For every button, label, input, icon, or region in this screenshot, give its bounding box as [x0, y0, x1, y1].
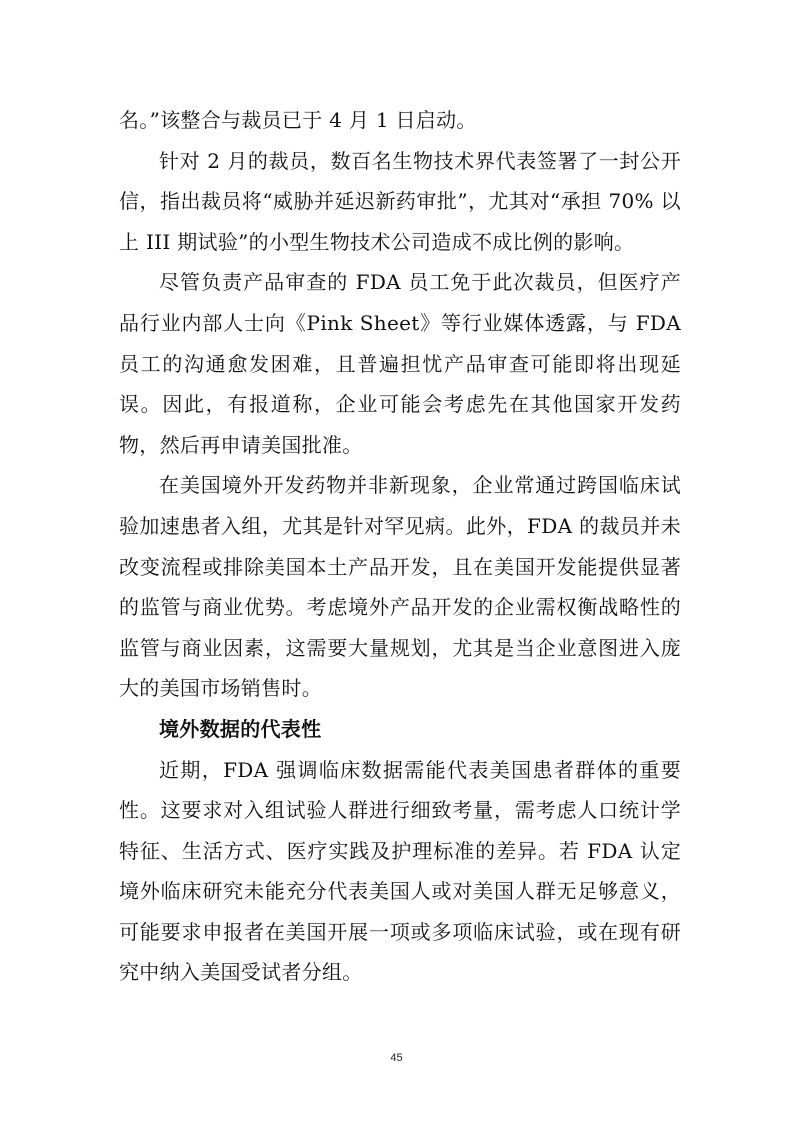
paragraph-representativeness: 近期，FDA 强调临床数据需能代表美国患者群体的重要性。这要求对入组试验人群进行细致考量，需考虑人口统计学特征、生活方式、医疗实践及护理标准的差异。若 FDA 认定境外临床研究未能充分代表美国人或对美国人群无足够意义，可能要求申报者在美国开展一项或多项临床试验，或在现有研究中纳入美国受试者分组。 [119, 757, 681, 985]
section-heading: 境外数据的代表性 [159, 716, 322, 741]
paragraph-review-delays: 尽管负责产品审查的 FDA 员工免于此次裁员，但医疗产品行业内部人士向《Pink Sheet》等行业媒体透露，与 FDA 员工的沟通愈发困难，且普遍担忧产品审查可能即将出现延误。因此，有报道称，企业可能会考虑先在其他国家开发药物，然后再申请美国批准。 [119, 270, 681, 457]
paragraph-continuation: 名。”该整合与裁员已于 4 月 1 日启动。 [119, 108, 477, 132]
paragraph-offshore-development: 在美国境外开发药物并非新现象，企业常通过跨国临床试验加速患者入组，尤其是针对罕见病。此外，FDA 的裁员并未改变流程或排除美国本土产品开发，且在美国开发能提供显著的监管与商业优势。考虑境外产品开发的企业需权衡战略性的监管与商业因素，这需要大量规划，尤其是当企业意图进入庞大的美国市场销售时。 [119, 473, 681, 701]
page-number: 45 [390, 1052, 403, 1064]
paragraph-open-letter: 针对 2 月的裁员，数百名生物技术界代表签署了一封公开信，指出裁员将“威胁并延迟新药审批”，尤其对“承担 70% 以上 III 期试验”的小型生物技术公司造成不成比例的影响。 [119, 148, 681, 254]
page-body [119, 100, 681, 993]
